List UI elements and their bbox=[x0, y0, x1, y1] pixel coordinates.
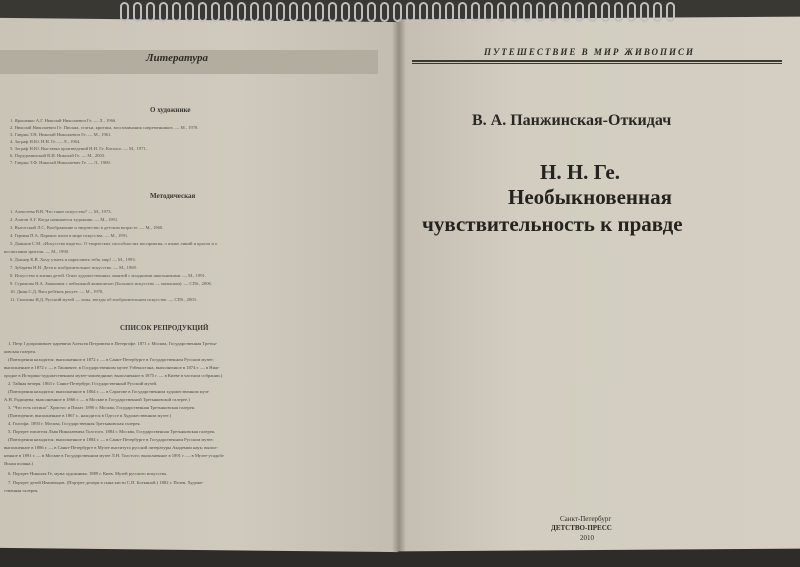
binding-ring bbox=[250, 2, 259, 22]
reproduction-line: выполненное в 1886 г. — в Санкт-Петербурге в Музее института русской литературы Академии наук; выпол- bbox=[4, 445, 219, 450]
binding-ring bbox=[302, 2, 311, 22]
binding-ring bbox=[666, 2, 675, 22]
publication-city: Санкт-Петербург bbox=[560, 515, 612, 523]
binding-ring bbox=[471, 2, 480, 22]
reproduction-line: выполненное в 1872 г. — в Ташкенте, в Государственном музее Узбекистана, выполненное в 1874 г. — в Ниж- bbox=[4, 365, 220, 370]
binding-ring bbox=[328, 2, 337, 22]
reproduction-line: ненное в 1891 г. — в Москве в Государственном музее Л.Н. Толстого; выполненное в 1891 г. — в Музее-усадьбе bbox=[4, 453, 224, 458]
binding-ring bbox=[653, 2, 662, 22]
series-rule bbox=[412, 60, 782, 62]
reproduction-line: (Повторения находятся: выполненное в 1872 г. — в Санкт-Петербурге в Государственном Русском музее; bbox=[8, 357, 214, 362]
bibliography-item: 2. Николай Николаевич Ге. Письма, статьи, критика, воспоминания современников. — М., 1978. bbox=[10, 125, 199, 130]
binding-ring bbox=[289, 2, 298, 22]
binding-ring bbox=[120, 2, 129, 22]
spiral-binding bbox=[120, 0, 680, 24]
bibliography-item: 3. Выготский Л.С. Воображение и творчество в детском возрасте. — М., 1960. bbox=[10, 225, 164, 230]
left-page-header: Литература bbox=[146, 52, 208, 64]
binding-ring bbox=[211, 2, 220, 22]
reproduction-line: ковская галерея. bbox=[4, 349, 36, 354]
section-title-methodical: Методическая bbox=[150, 192, 196, 200]
book-title-line-3: чувствительность к правде bbox=[422, 212, 683, 236]
reproduction-line: (Повторения находятся: выполненное в 1884 г. — в Санкт-Петербурге в Государственном Русском музее; bbox=[8, 437, 214, 442]
binding-ring bbox=[146, 2, 155, 22]
right-page bbox=[398, 17, 800, 552]
book-title-line-1: Н. Н. Ге. bbox=[540, 160, 621, 184]
bibliography-item: 9. Стрижова Н.А. Знакомим с пейзажной живописью (Большое искусство — малышам). — СПб., 2006. bbox=[10, 281, 212, 286]
binding-ring bbox=[458, 2, 467, 22]
book-title-line-2: Необыкновенная bbox=[508, 185, 672, 209]
reproduction-line: 7. Портрет детей Ивашенцов. (Портрет дочери в сына кисти С.П. Боткиной.) 1882 г. Пелев, Художе- bbox=[8, 480, 204, 485]
binding-ring bbox=[237, 2, 246, 22]
reproduction-line: 4. Голгофа. 1893 г. Москва, Государственная Третьяковская галерея. bbox=[8, 421, 141, 426]
bibliography-item: 4. Гермин П.А. Паренис шаги в мире искусства. — М., 1991. bbox=[10, 233, 129, 238]
binding-ring bbox=[588, 2, 597, 22]
binding-ring bbox=[536, 2, 545, 22]
binding-ring bbox=[393, 2, 402, 22]
binding-ring bbox=[367, 2, 376, 22]
bibliography-item: 10. Днин С.Д. Ваш ребёнок рисует. — М., 1978. bbox=[10, 289, 104, 294]
bibliography-item: 8. Искусство в жизни детей. Опыт художественных занятий с младшими школьниками. — М., 1991. bbox=[10, 273, 207, 278]
binding-ring bbox=[497, 2, 506, 22]
bibliography-item: 11. Смолина И.Д. Русский музей — залы, звезды об изобразительном искусстве. — СПб., 2003. bbox=[10, 297, 197, 302]
reproduction-line: 3. "Что есть истина". Христос и Пилат. 1890 г. Москва, Государственная Третьяковская галерея. bbox=[8, 405, 196, 410]
reproduction-line: (Повторение, выполненное в 1867 г., находится в Одессе в Художественном музее.) bbox=[8, 413, 172, 418]
binding-ring bbox=[640, 2, 649, 22]
binding-ring bbox=[276, 2, 285, 22]
binding-ring bbox=[224, 2, 233, 22]
binding-ring bbox=[198, 2, 207, 22]
binding-ring bbox=[185, 2, 194, 22]
binding-ring bbox=[549, 2, 558, 22]
reproduction-line: 5. Портрет писателя Льва Николаевича Толстого. 1884 г. Москва, Государственная Третьяковская галерея. bbox=[8, 429, 216, 434]
series-rule-thin bbox=[412, 63, 782, 64]
bibliography-item: 6. Доннер К.В. Хочу узнать и нарисовать тебя, мир! — М., 1993. bbox=[10, 257, 136, 262]
section-title-about-artist: О художнике bbox=[150, 106, 191, 114]
bibliography-item: 7. Гаврин Т.Ф. Николай Николаевич Ге. — Л., 1969. bbox=[10, 160, 111, 165]
binding-ring bbox=[341, 2, 350, 22]
bibliography-item: 1. Ярошенко А.Г. Николай Николаевич Ге. — Л., 1966. bbox=[10, 118, 117, 123]
binding-ring bbox=[445, 2, 454, 22]
publication-year: 2010 bbox=[580, 534, 594, 542]
binding-ring bbox=[172, 2, 181, 22]
book-gutter bbox=[392, 18, 406, 552]
bibliography-item: 5. Даньков С.М. «Искусство видеть». О творческих способностях восприятия, о языке линий и красок и о bbox=[10, 241, 218, 246]
bibliography-item: 7. Зубарева Н.Н. Дети и изобразительное искусство. — М., 1969. bbox=[10, 265, 137, 270]
binding-ring bbox=[419, 2, 428, 22]
reproduction-line: 6. Портрет Николая Ге, мужа художника. 1889 г. Киев. Музей русского искусства. bbox=[8, 471, 168, 476]
reproduction-line: ородке в Историко-художественном музее-заповеднике; выполненное в 1875 г. — в Киеве в частном собрании.) bbox=[4, 373, 223, 378]
reproduction-line: 1. Петр I допрашивает царевича Алексея Петровича в Петергофе. 1871 г. Москва, Государственная Третья- bbox=[8, 341, 218, 346]
bibliography-item: 3. Гаврин Т.Н. Николай Николаевич Ге. — М., 1961. bbox=[10, 132, 112, 137]
binding-ring bbox=[614, 2, 623, 22]
bibliography-item: 2. Азатов А.Г. Когда начинается художник. — М., 1991. bbox=[10, 217, 119, 222]
reproduction-line: А.Н. Радищева; выполненное в 1866 г. — в Москве в Государственной Третьяковской галерее.) bbox=[4, 397, 190, 402]
reproduction-line: Ясная поляна.) bbox=[4, 461, 34, 466]
bibliography-item: 4. Зограф Н.Ю. Н.Н. Ге. — Л., 1964. bbox=[10, 139, 81, 144]
binding-ring bbox=[627, 2, 636, 22]
binding-ring bbox=[406, 2, 415, 22]
reproduction-line: (Повторения находятся: выполненное в 1864 г. — в Саратове в Государственном художественном музе bbox=[8, 389, 209, 394]
binding-ring bbox=[380, 2, 389, 22]
bibliography-item: 5. Зограф Н.Ю. Выставка произведений Н.Н. Ге. Каталог. — М., 1971. bbox=[10, 146, 147, 151]
binding-ring bbox=[601, 2, 610, 22]
reproduction-line: 2. Тайная вечеря. 1863 г. Санкт-Петербург, Государственный Русский музей. bbox=[8, 381, 158, 386]
book-author: В. А. Панжинская-Откидач bbox=[472, 112, 672, 129]
publisher-name: ДЕТСТВО-ПРЕСС bbox=[551, 524, 612, 532]
binding-ring bbox=[133, 2, 142, 22]
binding-ring bbox=[523, 2, 532, 22]
binding-ring bbox=[432, 2, 441, 22]
binding-ring bbox=[263, 2, 272, 22]
reproduction-line: ственная галерея. bbox=[4, 488, 39, 493]
binding-ring bbox=[159, 2, 168, 22]
binding-ring bbox=[354, 2, 363, 22]
binding-ring bbox=[575, 2, 584, 22]
binding-ring bbox=[562, 2, 571, 22]
section-title-reproductions: СПИСОК РЕПРОДУКЦИЙ bbox=[120, 324, 209, 332]
bibliography-item: воспитании зрителя. — М., 1990. bbox=[4, 249, 70, 254]
binding-ring bbox=[315, 2, 324, 22]
binding-ring bbox=[510, 2, 519, 22]
series-title: ПУТЕШЕСТВИЕ В МИР ЖИВОПИСИ bbox=[484, 47, 696, 57]
bibliography-item: 6. Порудоминский В.И. Николай Ге. — М., 2003. bbox=[10, 153, 106, 158]
bibliography-item: 1. Алексеева В.В. Что такое искусство? — М., 1973. bbox=[10, 209, 112, 214]
binding-ring bbox=[484, 2, 493, 22]
